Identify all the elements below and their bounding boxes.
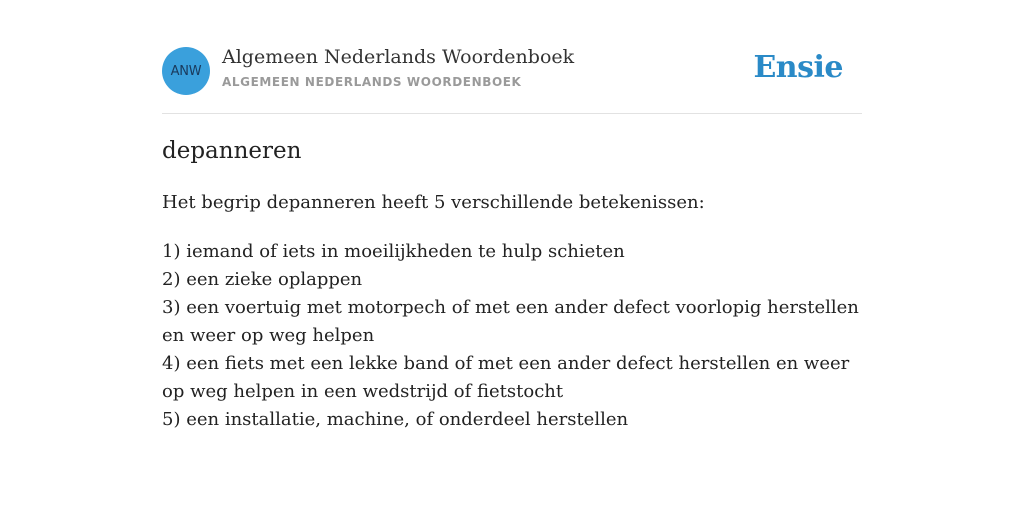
ensie-logo[interactable]: Ensie [753, 50, 843, 85]
source-subtitle: ALGEMEEN NEDERLANDS WOORDENBOEK [222, 75, 522, 89]
source-header [162, 0, 862, 114]
entry-intro: Het begrip depanneren heeft 5 verschillende betekenissen: [162, 192, 705, 213]
page-container [162, 0, 862, 430]
definition-list [162, 238, 862, 434]
definition-item: 3) een voertuig met motorpech of met een ander defect voorlopig herstellen en weer op weg helpen [162, 297, 859, 346]
entry-word: depanneren [162, 138, 302, 164]
source-title[interactable]: Algemeen Nederlands Woordenboek [222, 46, 575, 68]
definition-item: 2) een zieke oplappen [162, 269, 363, 290]
definition-item: 5) een installatie, machine, of onderdeel herstellen [162, 409, 629, 430]
anw-logo[interactable] [162, 47, 210, 95]
definition-item: 1) iemand of iets in moeilijkheden te hulp schieten [162, 241, 625, 262]
definition-item: 4) een fiets met een lekke band of met een ander defect herstellen en weer op weg helpen in een wedstrijd of fietstocht [162, 353, 850, 402]
logo-text: ANW [170, 63, 202, 79]
